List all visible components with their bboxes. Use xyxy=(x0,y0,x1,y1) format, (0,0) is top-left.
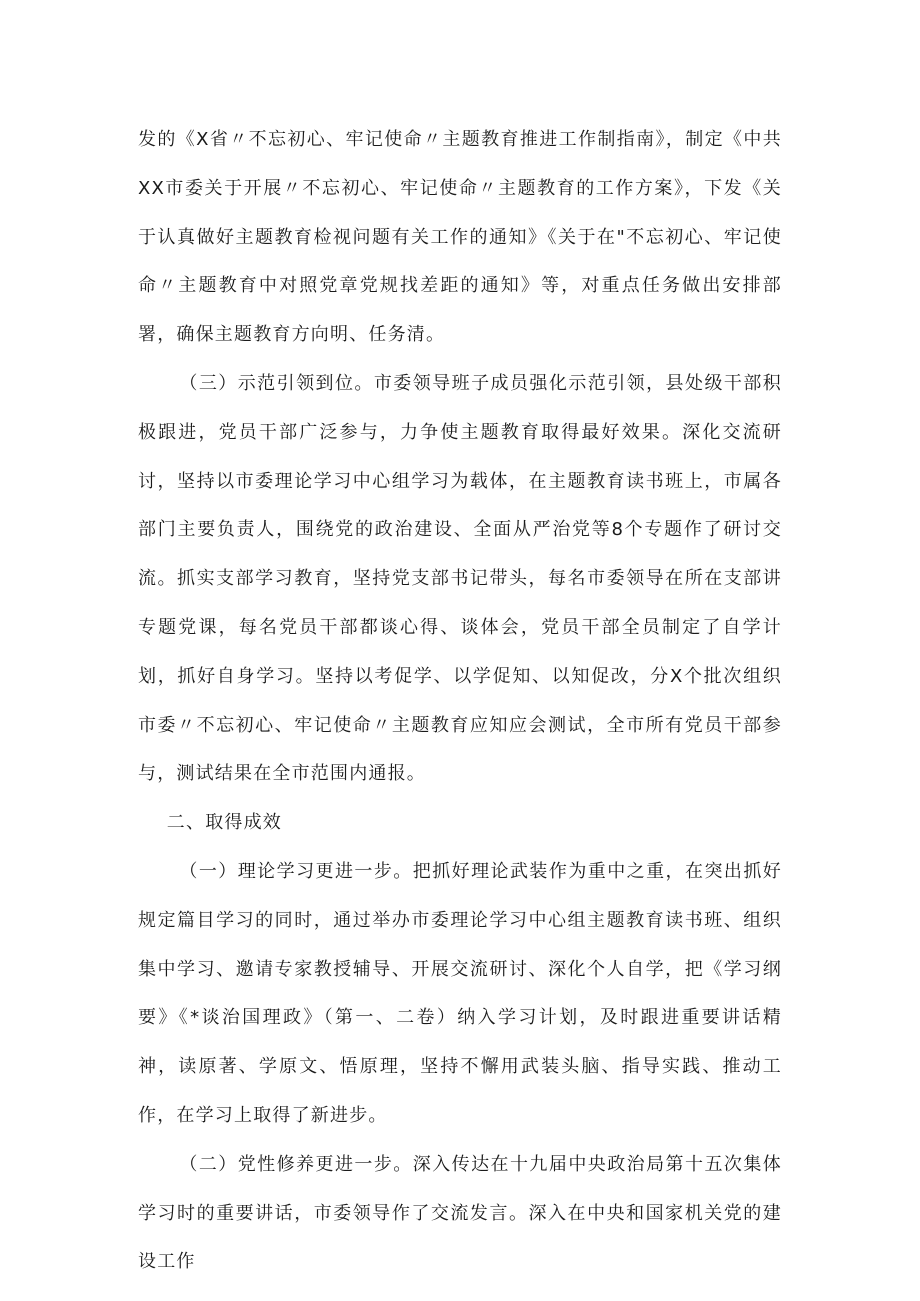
document-body xyxy=(138,116,782,1287)
paragraph-theory-study: （一）理论学习更进一步。把抓好理论武装作为重中之重，在突出抓好规定篇目学习的同时，通过举办市委理论学习中心组主题教育读书班、组织集中学习、邀请专家教授辅导、开展交流研讨、深化个人自学，把《学习纲要》《*谈治国理政》（第一、二卷）纳入学习计划，及时跟进重要讲话精神，读原著、学原文、悟原理，坚持不懈用武装头脑、指导实践、推动工作，在学习上取得了新进步。 xyxy=(138,860,782,1126)
paragraph-party-spirit: （二）党性修养更进一步。深入传达在十九届中央政治局第十五次集体学习时的重要讲话，市委领导作了交流发言。深入在中央和国家机关党的建设工作 xyxy=(138,1153,782,1273)
paragraph-guidance-documents: 发的《X省〃不忘初心、牢记使命〃主题教育推进工作制指南》，制定《中共XX市委关于开展〃不忘初心、牢记使命〃主题教育的工作方案》，下发《关于认真做好主题教育检视问题有关工作的通知》《关于在"不忘初心、牢记使命〃主题教育中对照党章党规找差距的通知》等，对重点任务做出安排部署，确保主题教育方向明、任务清。 xyxy=(138,129,782,346)
section-heading-results: 二、取得成效 xyxy=(166,812,282,834)
paragraph-exemplary-leadership: （三）示范引领到位。市委领导班子成员强化示范引领，县处级干部积极跟进，党员干部广泛参与，力争使主题教育取得最好效果。深化交流研讨，坚持以市委理论学习中心组学习为载体，在主题教育读书班上，市属各部门主要负责人，围绕党的政治建设、全面从严治党等8个专题作了研讨交流。抓实支部学习教育，坚持党支部书记带头，每名市委领导在所在支部讲专题党课，每名党员干部都谈心得、谈体会，党员干部全员制定了自学计划，抓好自身学习。坚持以考促学、以学促知、以知促改，分X个批次组织市委〃不忘初心、牢记使命〃主题教育应知应会测试，全市所有党员干部参与，测试结果在全市范围内通报。 xyxy=(138,372,782,785)
